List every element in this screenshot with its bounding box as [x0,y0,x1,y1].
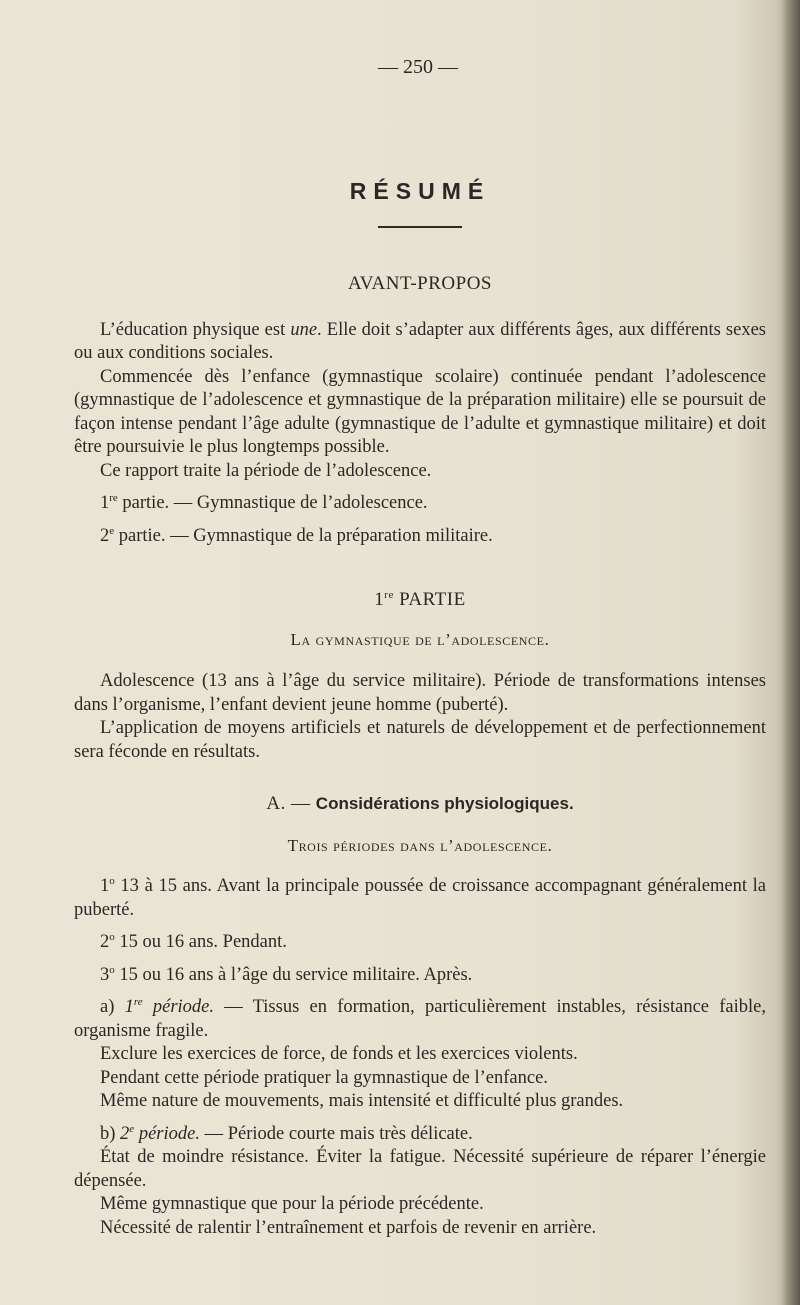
avant-propos-paragraph-2: Commencée dès l’enfance (gymnastique scolaire) continuée pendant l’adolescence (gymnastique de l’adolescence et gymnastique de la préparation militaire) elle se poursuit de façon intense pendant l’âge adulte (gymnastique de l’adulte et gymnastique militaire) et doit être poursuivie le plus longtemps possible. [74,366,766,457]
part-1-line: 1re partie. — Gymnastique de l’adolescence. [100,492,428,513]
period-item-3: 3$^o$ 15 ou 16 ans à l’âge du service militaire. Après. [100,963,473,985]
period-b-line-3: Nécessité de ralentir l’entraînement et parfois de revenir en arrière. [100,1217,597,1238]
period-item-1: 1$^o$ 13 à 15 ans. Avant la principale poussée de croissance accompagnant généralement la puberté. [74,875,766,920]
part-2-line: 2e partie. — Gymnastique de la préparation militaire. [100,524,493,546]
page-number: — 250 — [378,56,458,78]
page-edge-shadow [782,0,800,1305]
avant-propos-heading: AVANT-PROPOS [348,273,492,294]
section-a-subheading: Trois périodes dans l’adolescence. [287,835,553,855]
period-a-line-1: Exclure les exercices de force, de fonds et les exercices violents. [100,1044,578,1064]
partie-1-heading: 1re PARTIE [374,589,466,610]
title-rule [378,226,462,228]
period-a-line-3: Même nature de mouvements, mais intensité et difficulté plus grandes. [100,1091,624,1111]
avant-propos-paragraph-1: L’éducation physique est une. Elle doit s’adapter aux différents âges, aux différents sexes ou aux conditions sociales. [74,319,766,363]
period-b-line-1: État de moindre résistance. Éviter la fatigue. Nécessité supérieure de réparer l’énergie dépensée. [74,1147,766,1191]
partie-1-paragraph-2: L’application de moyens artificiels et naturels de développement et de perfectionnement sera féconde en résultats. [74,718,766,762]
period-a-paragraph: a) 1re période. — Tissus en formation, particulièrement instables, résistance faible, organisme fragile. [74,996,766,1041]
period-b-line-2: Même gymnastique que pour la période précédente. [100,1194,484,1214]
avant-propos-paragraph-3: Ce rapport traite la période de l’adolescence. [100,460,432,481]
partie-1-paragraph-1: Adolescence (13 ans à l’âge du service militaire). Période de transformations intenses dans l’organisme, l’enfant devient jeune homme (puberté). [74,671,766,715]
partie-1-subheading: La gymnastique de l’adolescence. [290,629,550,649]
period-a-line-2: Pendant cette période pratiquer la gymnastique de l’enfance. [100,1067,548,1088]
section-a-heading: A. — Considérations physiologiques. [266,793,574,814]
period-b-paragraph: b) 2e période. — Période courte mais très délicate. [100,1122,473,1144]
document-title: RÉSUMÉ [349,178,491,204]
page-content [74,56,766,1240]
period-item-2: 2$^o$ 15 ou 16 ans. Pendant. [100,931,287,952]
